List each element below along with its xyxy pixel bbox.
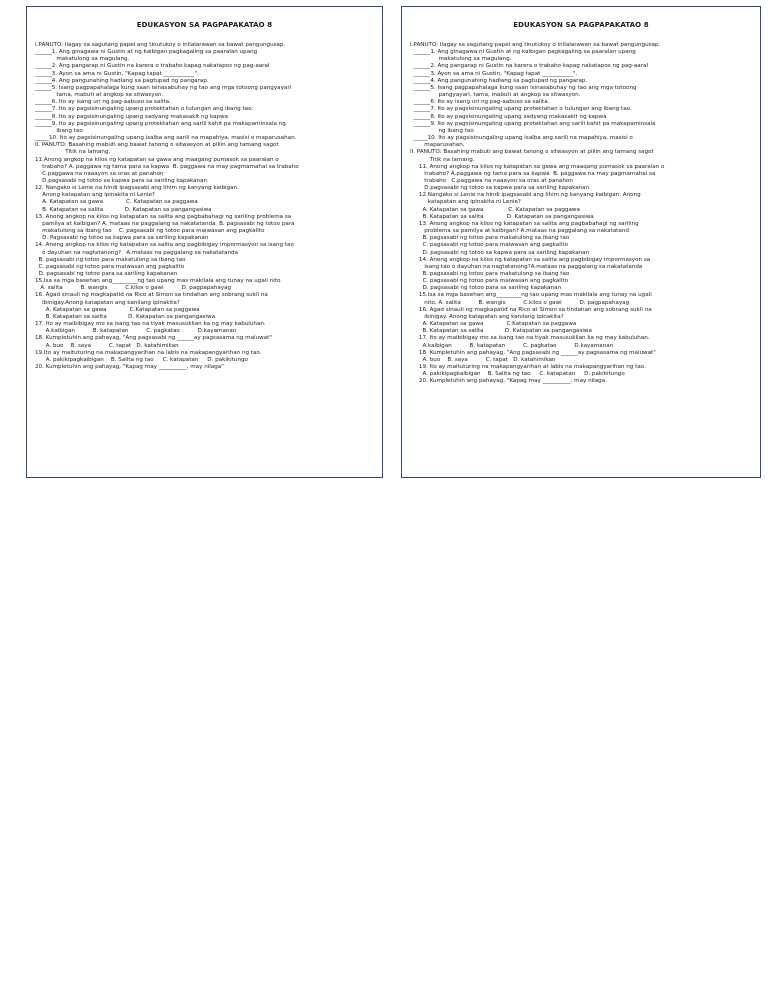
worksheet-body: [410, 42, 752, 386]
text-line: isang tao o dayuhan na nagtatanong?A.mataas na paggalang sa nakatatanda: [410, 263, 643, 270]
text-line: A.kaibigan B. katapatan C. pagkatao D.kayamanan: [410, 342, 614, 349]
text-line: pangyayari, tama, mabuti at angkop sa sitwasyon.: [410, 92, 581, 99]
worksheet-title: EDUKASYON SA PAGPAPAKATAO 8: [513, 21, 649, 29]
text-line: makatulong sa magulang.: [35, 56, 130, 63]
text-line: ______1. Ang ginagawa ni Gustin at ng kaibigan pagkagaling sa paaralan upang: [410, 49, 636, 56]
text-line: A. Katapatan sa gawa C.Katapatan sa paggawa: [410, 321, 577, 328]
text-line: B. Katapatan sa salita D. Katapatan sa pangangasiwa: [35, 313, 216, 320]
text-line: ______4. Ang pangunahing hadlang sa pagtupad ng pangarap.: [35, 77, 209, 84]
text-line: A. Katapatan sa gawa C. Katapatan sa paggawa: [410, 206, 580, 213]
text-line: 19. Ito ay maituturing na makapangyarihan at labis na makapangyarihan ng tao.: [410, 364, 646, 371]
text-line: ______5. Isang pagpapahalaga kung saan isinasabuhay ng tao ang mga totoong pangyayari: [35, 84, 292, 91]
text-line: ______7. Ito ay pagsisinungaling upang protektahan o tulungan ang ibang tao.: [410, 106, 632, 113]
text-line: nito. A. salita B. wangis C.kilos o gawi D. pagpapahayag: [410, 299, 630, 306]
text-line: 14. Anong angkop na kilos ng katapatan sa salita ang pagbibigay impormasyon sa isang tao: [35, 242, 294, 249]
text-line: _____10. Ito ay pagsisinungaling upang isalba ang sarili na mapahiya, masisi o maparusahan.: [35, 135, 297, 142]
text-line: makatulong sa ibang tao C. pagsasabi ng totoo para maiwasan ang pagkalito: [35, 228, 265, 235]
text-line: 17. Ito ay maibibigay mo sa isang tao na tiyak masusuklian ka ng may kabuluhan.: [410, 335, 650, 342]
worksheet-left: [26, 6, 383, 478]
text-line: 19.Ito ay maituturing na makapangyarihan na labis na makapangyarihan ng tao.: [35, 349, 262, 356]
text-line: A. buo B. saya C. tapat D. katahimikan: [410, 356, 556, 363]
text-line: C. pagsasabi ng totoo para maiwasan ang pagkalito: [410, 278, 569, 285]
text-line: D. pagsasabi ng totoo sa kapwa para sa sariling kapakanan: [410, 249, 590, 256]
text-line: trabaho C.paggawa na naaayon sa oras at panahon: [410, 177, 573, 184]
text-line: 16. Agad sinauli ng magkapatid na Rico at Simon sa tindahan ang sobrang sukli na: [410, 306, 652, 313]
text-line: 13. Anong angkop na kilos ng katapatan sa salita ang pagbabahagi ng sariling problema sa: [35, 213, 292, 220]
text-line: pamilya at kaibigan? A. mataas na paggalang sa nakatatanda B. pagsasabi ng totoo para: [35, 220, 295, 227]
text-line: 11. Anong angkop na kilos ng katapatan sa gawa ang maaqang pumasok sa paaralan o: [410, 163, 665, 170]
text-line: B. Katapatan sa salita D. Katapatan sa pangangasiwa: [410, 328, 592, 335]
worksheet-right: [401, 6, 761, 478]
text-line: 11.Anong angkop na kilos ng katapatan sa gawa ang maagang pumasok sa paaralan o: [35, 156, 279, 163]
text-line: B. Katapatan sa salita D. Katapatan sa pangangasiwa: [35, 206, 212, 213]
text-line: A. pakikipagkaibigan B. Salita ng tao C. katapatan D. pakikitungo: [410, 371, 625, 378]
text-line: o dayuhan na nagtatanong? A.mataas na paggalang sa nakatatanda: [35, 249, 238, 256]
text-line: ______3. Ayon sa ama ni Gustin, "Kapag tapat ___________".: [35, 70, 199, 77]
text-line: 17. Ito ay maibibigay mo sa isang tao na tiyak masusuklian ka ng may kabuluhan.: [35, 321, 266, 328]
text-line: 15.Isa sa mga basehan ang_________ng tao upang mas makilala ang tunay na ugali: [410, 292, 652, 299]
text-line: 16. Agad sinauli ng magkapatid na Rico at Simon sa tindahan ang sobrang sukli na: [35, 292, 268, 299]
text-line: Anong katapatan ang ipinakita ni Lenie?: [35, 192, 155, 199]
text-line: A. Katapatan sa gawa C. Katapatan sa paggawa: [35, 199, 198, 206]
text-line: A. buo B. saya C. tapat D. katahimikan: [35, 342, 179, 349]
text-line: A. salita B. wangis C.kilos o gawi D. pagpapahayag: [35, 285, 232, 292]
text-line: problema sa pamilya at kaibigan? A.mataas na paggalang sa nakatatand: [410, 228, 629, 235]
text-line: I.PANUTO: Ilagay sa sagutang papel ang tinutukoy o inilalarawan sa bawat pangungusap.: [410, 42, 661, 48]
text-line: ______8. Ito ay pagsisinungaling upang sadyang makasakit ng kapwa: [35, 113, 228, 120]
text-line: 20. Kumpletuhin ang pahayag, "Kapag may __________, may nilaga.: [410, 378, 607, 385]
text-line: ______4. Ang pangunahing hadlang sa pagtupad ng pangarap.: [410, 77, 588, 84]
text-line: B. pagsasabi ng totoo para makatulong sa ibang tao: [410, 235, 570, 242]
text-line: A.kaibigan B. katapatan C. pagkatao D.kayamanan: [35, 328, 237, 335]
text-line: ______2. Ang pangarap ni Gustin na karera o trabaho kapag nakatapos ng pag-aaral: [410, 63, 649, 70]
text-line: D. pagsasabi ng totoo para sa sariling kapakanan: [410, 285, 562, 292]
text-line: ng ibang tao: [410, 127, 474, 134]
text-line: 18. Kumpletuhin ang pahayag, "Ang pagsasabi ng ______ay pagsasama ng maluwat": [410, 349, 656, 356]
text-line: C. pagsasabi ng totoo para maiwasan ang pagkalito: [410, 242, 569, 249]
text-line: maparusahan.: [410, 142, 465, 149]
text-line: 12.Nangako si Lenie na hindi ipagsasabi ang lihim ng kanyang kaibigan. Anong: [410, 192, 641, 199]
worksheet-title: EDUKASYON SA PAGPAPAKATAO 8: [136, 21, 273, 29]
text-line: B. Katapatan sa salita D. Katapatan sa pangangasiwa: [410, 213, 594, 220]
text-line: ibang tao: [35, 127, 83, 134]
worksheet-body: [35, 42, 374, 371]
text-line: 15.Isa sa mga basehan ang_________ng tao upang mas makilala ang tunay na ugali nito.: [35, 278, 283, 285]
text-line: ______8. Ito ay pagsisinungaling upang sadyang makasakit ng kapwa: [410, 113, 607, 120]
text-line: B. pagsasabi ng totoo para makatulong sa ibang tao: [35, 256, 186, 263]
text-line: trabaho? A.paggawa ng tama para sa kapwa B. paggawa na may pagmamahal sa: [410, 170, 656, 177]
text-line: A. pakikipagkaibigan B. Salita ng tao C. katapatan D. pakikitungo: [35, 356, 248, 363]
text-line: 12. Nangako si Lenie na hindi ipagsasabi ang lihim ng kanyang kaibigan.: [35, 185, 239, 192]
text-line: C. pagsasabi ng totoo para maiwasan ang pagkalito: [35, 263, 185, 270]
text-line: _____10. Ito ay pagsisinungaling upang isalba ang sarili na mapahiya, masisi o: [410, 135, 633, 142]
text-line: I.PANUTO: Ilagay sa sagutang papel ang tinutukoy o inilalarawan sa bawat pangungusap.: [35, 42, 286, 48]
text-line: ______3. Ayon sa ama ni Gustin, "Kapag tapat ___________".: [410, 70, 578, 77]
text-line: D. Pagsasabi ng totoo sa kapwa para sa sariling kapakanan: [35, 235, 209, 242]
text-line: D.pagsasabi ng totoo sa kapwa para sa sariling kapakanan: [410, 185, 590, 192]
text-line: B. pagsasabi ng totoo para makatulong sa ibang tao: [410, 271, 570, 277]
text-line: D.pagsasabi ng totoo sa kapwa para sa sariling kapakanan: [35, 177, 208, 184]
text-line: A. Katapatan sa gawa C.Katapatan sa paggawa: [35, 306, 200, 313]
text-line: ______9. Ito ay pagsisinungaling upang protektahan ang sarili kahit pa makapaminsala ng: [35, 120, 286, 127]
text-line: II. PANUTO: Basahing mabuti ang bawat tanong o sitwasyon at piliin ang tamang sagot: [410, 149, 654, 156]
text-line: ______2. Ang pangarap ni Gustin na karera o trabaho kapag nakatapos ng pag-aaral: [35, 63, 270, 70]
text-line: ibinigay.Anong katapatan ang kanilang ipinakita?: [35, 299, 180, 306]
text-line: ______1. Ang ginagawa ni Gustin at ng kaibigan pagkagaling sa paaralan upang: [35, 49, 258, 56]
text-line: trabaho? A. paggawa ng tama para sa kapwa B. paggawa na may pagmamahal sa trabaho: [35, 163, 299, 170]
text-line: ______9. Ito ay pagsisinungaling upang protektahan ang sarili kahit pa makapaminsala: [410, 120, 656, 127]
text-line: katapatan ang ipinakita ni Lenie?: [410, 199, 521, 206]
text-line: D. pagsasabi ng totoo para sa sariling kapakanan: [35, 271, 178, 277]
text-line: II. PANUTO: Basahing mabuti ang bawat tanong o sitwasyon at piliin ang tamang sagot: [35, 142, 279, 149]
text-line: Titik na lamang.: [35, 149, 111, 156]
text-line: 18. Kumpletuhin ang pahayag, "Ang pagsasabi ng ______ay pagsasama ng maluwat": [35, 335, 272, 342]
text-line: 20. Kumpletuhin ang pahayag, "Kapag may __________, may nilaga": [35, 364, 224, 371]
text-line: C.paggawa na naaayon sa oras at panahon: [35, 170, 164, 177]
text-line: tama, mabuti at angkop sa sitwasyon.: [35, 92, 164, 99]
text-line: ibinigay. Anong katapatan ang kanilang ipinakita?: [410, 313, 564, 320]
text-line: ______5. Isang pagpapahalaga kung saan isinasabuhay ng tao ang mga totoong: [410, 84, 637, 91]
text-line: ______6. Ito ay isang uri ng pag-aabuso sa salita.: [35, 99, 171, 106]
text-line: ______6. Ito ay isang uri ng pag-aabuso sa salita.: [410, 99, 550, 106]
text-line: 14. Anong angkop na kilos ng katapatan sa salita ang pagbibigay impormasyon sa: [410, 256, 651, 263]
text-line: 13. Anong angkop na kilos ng katapatan sa salita ang pagbabahagi ng sariling: [410, 220, 639, 227]
text-line: ______7. Ito ay pagsisinungaling upang protektahan o tulungan ang ibang tao.: [35, 106, 254, 113]
text-line: makatulong sa magulang.: [410, 56, 512, 63]
text-line: Titik na lamang.: [410, 156, 475, 163]
